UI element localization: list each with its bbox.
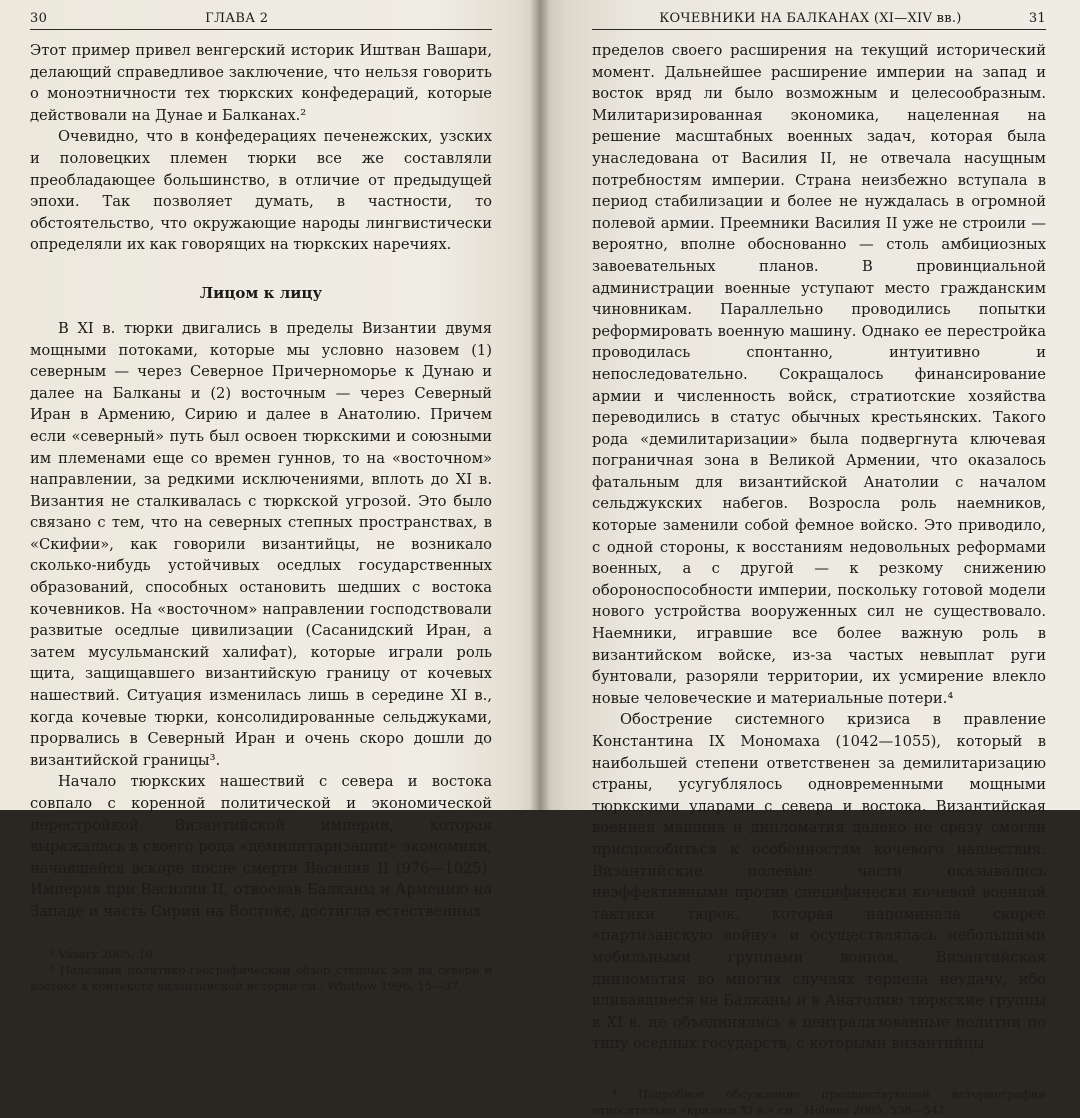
running-head-left (30, 0, 492, 30)
page-number-left: 30 (30, 11, 48, 26)
left-paragraph-3: В XI в. тюрки двигались в пределы Византии двумя мощными потоками, которые мы условно назовем (1) северным — через Северное Причерноморье к Дунаю и далее на Балканы и (2) восточным — через Северный Иран в Армению, Сирию и далее в Анатолию. Причем если «северный» путь был освоен тюркскими и союзными им племенами еще со времен гуннов, то на «восточном» направлении, за редкими исключениями, вплоть до XI в. Византия не сталкивалась с тюркской угрозой. Это было связано с тем, что на северных степных пространствах, в «Скифии», как говорили византийцы, не возникало сколько-нибудь устойчивых оседлых государственных образований, способных остановить шедших с востока кочевников. На «восточном» направлении господствовали развитые оседлые цивилизации (Сасанидский Иран, а затем мусульманский халифат), которые играли роль щита, защищавшего византийскую границу от кочевых нашествий. Ситуация изменилась лишь в середине XI в., когда кочевые тюрки, консолидированные сельджуками, прорвались в Северный Иран и очень скоро дошли до византийской границы³. (30, 319, 492, 769)
running-head-title-left: ГЛАВА 2 (205, 11, 269, 26)
page-number-right: 31 (1028, 11, 1046, 26)
right-page-body (592, 40, 1046, 1118)
running-head-right (592, 0, 1046, 30)
right-paragraph-2: Обострение системного кризиса в правление Константина IX Мономаха (1042—1055), который в наибольшей степени ответственен за демилитаризацию страны, усугублялось одновременными мощными тюркскими ударами с севера и востока. Византийская военная машина и дипломатия далеко не сразу смогли приспособиться к особенностям кочевого нашествия. Византийские полевые части оказывались неэффективными против специфически кочевой военной тактики тюрок, которая напоминала скорее «партизанскую войну» и осуществлялась небольшими мобильными группами воинов. Византийская дипломатия во многих случаях терпела неудачу, ибо вливавшиеся на Балканы и в Анатолию тюркские группы в XI в. не объединялись в централизованные политии по типу оседлых государств, с которыми византийцы (592, 711, 1046, 1053)
footnote-2: ² Vásáry 2005, 10. (50, 946, 157, 961)
left-page-body (30, 40, 492, 994)
running-head-title-right: КОЧЕВНИКИ НА БАЛКАНАХ (XI—XIV вв.) (659, 11, 962, 26)
left-paragraph-4: Начало тюркских нашествий с севера и востока совпало с коренной политической и экономической перестройкой Византийской империи, которая выражалась в своего рода «демилитаризации» экономики, начавшейся вскоре после смерти Василия II (976—1025). Империя при Василии II, отвоевав Балканы и Армению на Западе и часть Сирии на Востоке, достигла естественных (30, 773, 492, 920)
left-paragraph-2: Очевидно, что в конфедерациях печенежских, узских и половецких племен тюрки все же составляли преобладающее большинство, в отличие от предыдущей эпохи. Так позволяет думать, в частности, то обстоятельство, что окружающие народы лингвистически определяли их как говорящих на тюркских наречиях. (30, 128, 492, 254)
footnote-4: ⁴ Подробное обсуждение предшествующей историографии относительно «кризиса XI в.» см.: Holmes 2005, 538—541. (592, 1086, 1046, 1117)
footnote-rule-right (592, 1077, 674, 1078)
right-page (540, 0, 1080, 1117)
right-paragraph-1: пределов своего расширения на текущий исторический момент. Дальнейшее расширение империи на запад и восток вряд ли было возможным и целесообразным. Милитаризированная экономика, нацеленная на решение масштабных военных задач, которая была унаследована от Василия II, не отвечала насущным потребностям империи. Страна неизбежно вступала в период стабилизации и более не нуждалась в огромной полевой армии. Преемники Василия II уже не строили — вероятно, вполне обоснованно — столь амбициозных завоевательных планов. В провинциальной администрации военные уступают место гражданским чиновникам. Параллельно проводились попытки реформировать военную машину. Однако ее перестройка проводилась спонтанно, интуитивно и непоследовательно. Сокращалось финансирование армии и численность войск, стратиотские хозяйства переводились в статус обычных крестьянских. Такого рода «демилитаризации» была подвергнута ключевая пограничная зона в Великой Армении, что оказалось фатальным для византийской Анатолии с началом сельджукских набегов. Возросла роль наемников, которые заменили собой фемное войско. Это приводило, с одной стороны, к восстаниям недовольных реформами военных, а с другой — к резкому снижению обороноспособности империи, поскольку готовой модели нового устройства вооруженных сил не существовало. Наемники, игравшие все более важную роль в византийском войске, из-за частых невыплат руги бунтовали, разоряли территории, их усмирение влекло новые человеческие и материальные потери.⁴ (592, 42, 1046, 707)
left-paragraph-1: Этот пример привел венгерский историк Иштван Вашари, делающий справедливое заключение, что нельзя говорить о моноэтничности тех тюркских конфедераций, которые действовали на Дунае и Балканах.² (30, 42, 492, 124)
section-heading: Лицом к лицу (199, 283, 323, 302)
left-page (0, 0, 540, 993)
footnote-3: ³ Полезный политико-географический обзор степных зон на севере и востоке в контексте византийской истории см.: Whittow 1996, 15—37. (30, 962, 492, 993)
footnote-rule-left (30, 937, 112, 938)
